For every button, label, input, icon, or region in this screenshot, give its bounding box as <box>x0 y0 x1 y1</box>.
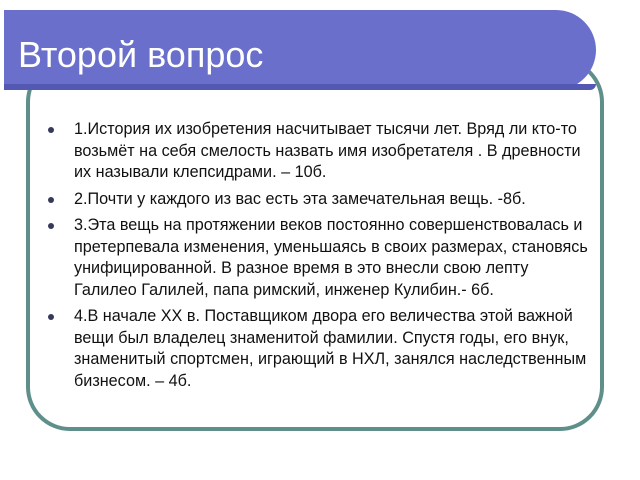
bullet-text: 3.Эта вещь на протяжении веков постоянно совершенствовалась и претерпевала изменения, уменьшаясь в своих размерах, становясь унифицированной. В разное время в это внесли свою лепту Галилео Галилей, папа римский, инженер Кулибин.- 6б. <box>74 216 588 299</box>
bullet-item-3 <box>46 215 591 301</box>
bullet-item-2 <box>46 189 591 211</box>
bullet-text: 2.Почти у каждого из вас есть эта замечательная вещь. -8б. <box>74 189 526 208</box>
bullet-icon <box>48 127 54 133</box>
title-bar <box>4 10 596 90</box>
bullet-item-4 <box>46 306 591 392</box>
bullet-text: 4.В начале XX в. Поставщиком двора его величества этой важной вещи был владелец знаменитой фамилии. Спустя годы, его внук, знаменитый спортсмен, играющий в НХЛ, занялся наследственным бизнесом. – 4б. <box>74 307 587 390</box>
bullet-text: 1.История их изобретения насчитывает тысячи лет. Вряд ли кто-то возьмёт на себя смелость назвать имя изобретателя . В древности их называли клепсидрами. – 10б. <box>74 120 581 181</box>
bullet-list <box>46 119 591 397</box>
slide-title: Второй вопрос <box>18 34 264 75</box>
bullet-icon <box>48 197 54 203</box>
bullet-item-1 <box>46 119 591 184</box>
bullet-icon <box>48 314 54 320</box>
bullet-icon <box>48 223 54 229</box>
